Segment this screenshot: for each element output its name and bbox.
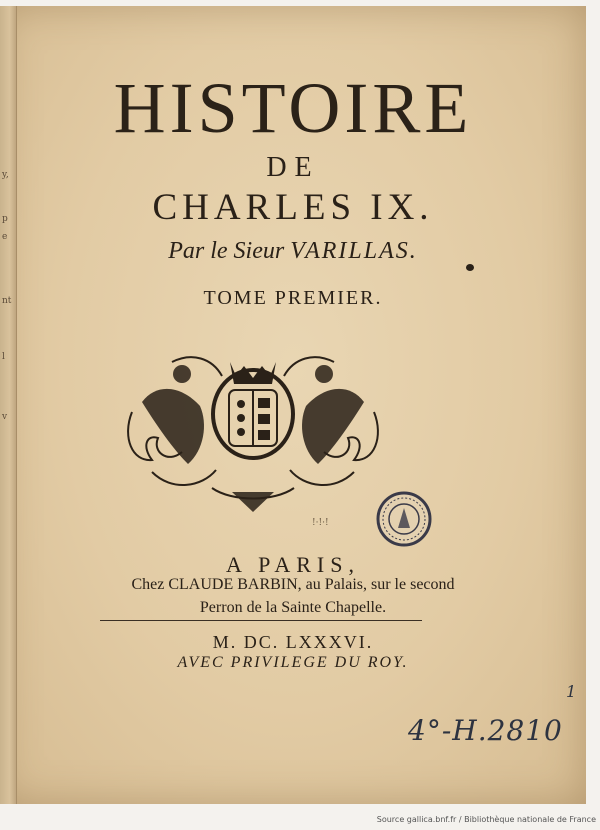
imprint-year: M. DC. LXXXVI. xyxy=(212,632,374,652)
author-line xyxy=(0,238,586,265)
title-page xyxy=(0,6,586,804)
edge-mark: v xyxy=(2,412,8,422)
shelfmark-superscript: 1 xyxy=(566,682,577,701)
imprint-line1: Chez CLAUDE BARBIN, au Palais, sur le second xyxy=(131,576,455,593)
author-prefix: Par le Sieur xyxy=(168,238,291,264)
library-stamp-icon xyxy=(376,490,432,548)
divider-rule xyxy=(100,620,422,621)
edge-mark: e xyxy=(2,232,8,242)
imprint-city: A PARIS, xyxy=(225,552,360,577)
edge-mark: p xyxy=(2,214,8,224)
royal-arms-vignette-icon xyxy=(112,342,394,514)
title-de: DE xyxy=(266,152,320,183)
source-credit: Source gallica.bnf.fr / Bibliothèque nationale de France xyxy=(376,815,596,824)
edge-mark: l xyxy=(2,352,5,362)
edge-mark: nt xyxy=(2,296,12,306)
title-charles: CHARLES IX. xyxy=(152,187,434,228)
author-name: VARILLAS. xyxy=(290,238,418,264)
volume-label: TOME PREMIER. xyxy=(203,287,383,309)
edge-mark: y, xyxy=(2,170,9,180)
shelfmark: 4°-H.2810 xyxy=(408,714,563,747)
faint-mark: !·!·! xyxy=(312,518,329,528)
privilege-line: AVEC PRIVILEGE DU ROY. xyxy=(177,654,409,671)
title-histoire: HISTOIRE xyxy=(113,68,473,148)
imprint-line2: Perron de la Sainte Chapelle. xyxy=(199,599,387,616)
ink-spot xyxy=(466,264,474,271)
